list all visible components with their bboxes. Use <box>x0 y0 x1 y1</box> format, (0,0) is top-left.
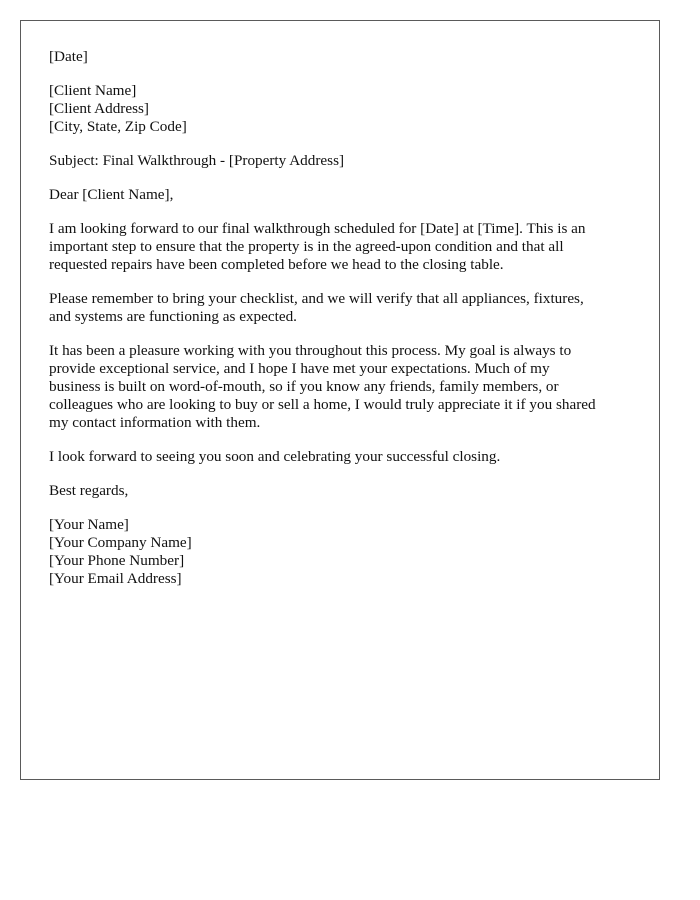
paragraph-line: provide exceptional service, and I hope I have met your expectations. Much of my <box>49 360 550 377</box>
paragraph-line: Please remember to bring your checklist, and we will verify that all appliances, fixtures, <box>49 290 584 307</box>
body-paragraph-2 <box>49 290 639 326</box>
recipient-city-state-zip: [City, State, Zip Code] <box>49 118 187 135</box>
subject-text: Subject: Final Walkthrough - [Property Address] <box>49 152 345 169</box>
closing <box>49 482 639 500</box>
body-paragraph-1 <box>49 220 639 274</box>
closing-text: Best regards, <box>49 482 129 499</box>
signature-phone: [Your Phone Number] <box>49 552 185 569</box>
paragraph-line: I look forward to seeing you soon and celebrating your successful closing. <box>49 448 501 465</box>
subject-line <box>49 152 639 170</box>
signature-name: [Your Name] <box>49 516 129 533</box>
paragraph-line: colleagues who are looking to buy or sell a home, I would truly appreciate it if you shared <box>49 396 596 413</box>
letter-page <box>20 20 660 780</box>
letter-date <box>49 48 639 66</box>
date-text: [Date] <box>49 48 88 65</box>
paragraph-line: requested repairs have been completed before we head to the closing table. <box>49 256 504 273</box>
recipient-name: [Client Name] <box>49 82 137 99</box>
paragraph-line: It has been a pleasure working with you throughout this process. My goal is always to <box>49 342 572 359</box>
body-paragraph-3 <box>49 342 639 432</box>
signature-block <box>49 516 639 588</box>
paragraph-line: I am looking forward to our final walkthrough scheduled for [Date] at [Time]. This is an <box>49 220 586 237</box>
salutation <box>49 186 639 204</box>
signature-company: [Your Company Name] <box>49 534 192 551</box>
body-paragraph-4 <box>49 448 639 466</box>
paragraph-line: important step to ensure that the property is in the agreed-upon condition and that all <box>49 238 564 255</box>
salutation-text: Dear [Client Name], <box>49 186 174 203</box>
paragraph-line: business is built on word-of-mouth, so if you know any friends, family members, or <box>49 378 559 395</box>
signature-email: [Your Email Address] <box>49 570 182 587</box>
paragraph-line: my contact information with them. <box>49 414 261 431</box>
paragraph-line: and systems are functioning as expected. <box>49 308 297 325</box>
recipient-block <box>49 82 639 136</box>
letter-body <box>49 48 639 604</box>
recipient-address: [Client Address] <box>49 100 149 117</box>
